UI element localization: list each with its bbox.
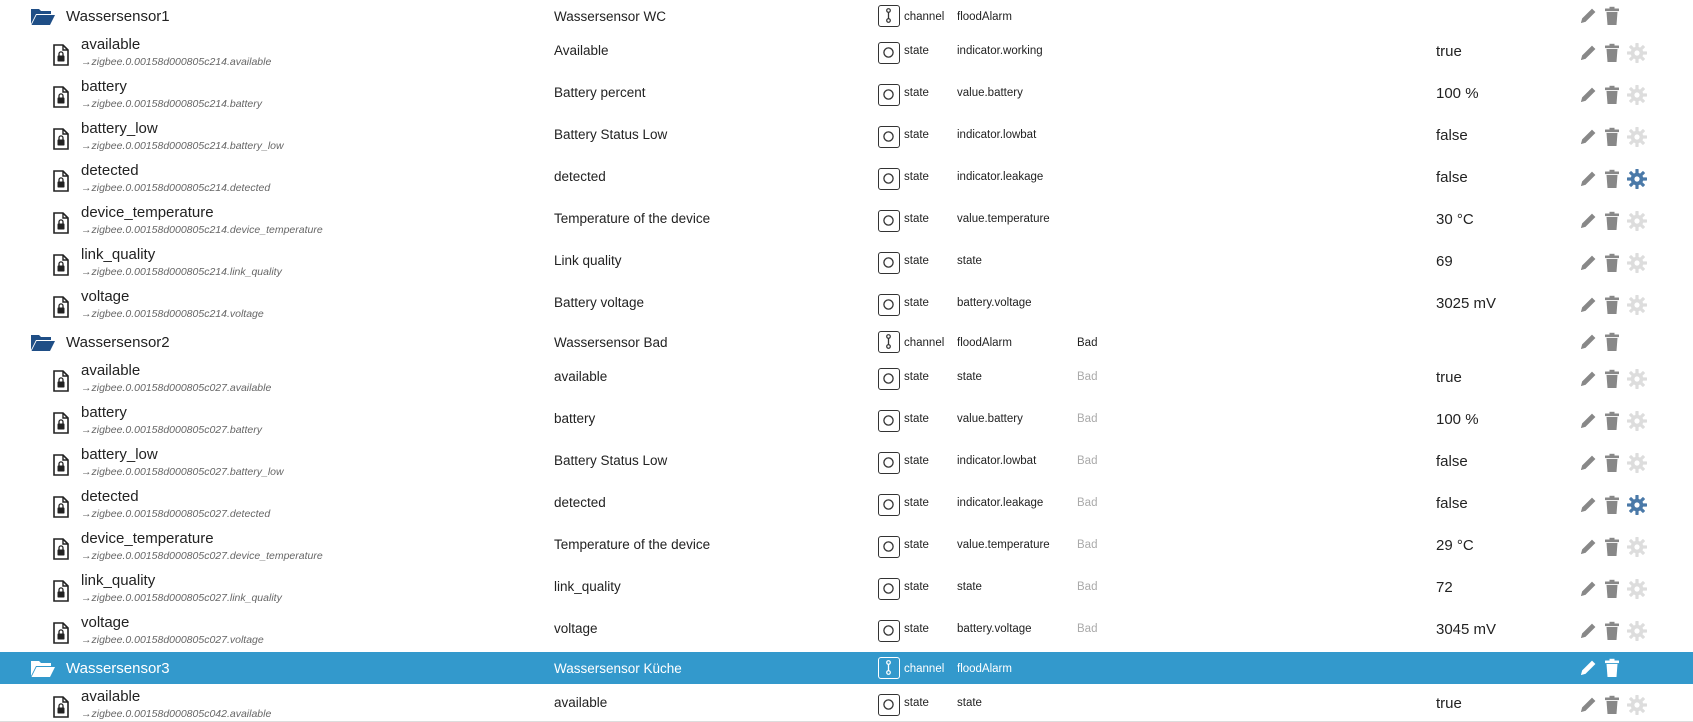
tree-row-state[interactable]	[0, 568, 1693, 610]
state-icon	[878, 578, 900, 600]
trash-icon[interactable]	[1601, 84, 1623, 106]
object-role: indicator.working	[957, 45, 1043, 57]
object-room: Bad	[1077, 539, 1098, 551]
object-name: voltage	[81, 614, 130, 631]
channel-icon	[878, 331, 900, 353]
trash-icon[interactable]	[1601, 331, 1623, 353]
file-lock-icon	[52, 580, 70, 602]
object-type: state	[904, 87, 929, 99]
folder-open-icon[interactable]	[30, 6, 56, 26]
tree-row-channel[interactable]	[0, 652, 1693, 684]
object-role: floodAlarm	[957, 337, 1012, 349]
object-type: state	[904, 297, 929, 309]
gear-icon[interactable]	[1626, 410, 1648, 432]
gear-icon[interactable]	[1626, 536, 1648, 558]
object-type: state	[904, 623, 929, 635]
pencil-icon[interactable]	[1577, 578, 1599, 600]
tree-row-channel[interactable]	[0, 0, 1693, 32]
object-type: state	[904, 255, 929, 267]
object-room: Bad	[1077, 623, 1098, 635]
trash-icon[interactable]	[1601, 452, 1623, 474]
state-icon	[878, 410, 900, 432]
state-icon	[878, 126, 900, 148]
tree-row-state[interactable]	[0, 484, 1693, 526]
object-description: Battery percent	[554, 85, 646, 100]
gear-icon[interactable]	[1626, 168, 1648, 190]
object-type: state	[904, 129, 929, 141]
pencil-icon[interactable]	[1577, 252, 1599, 274]
object-value[interactable]: 3045 mV	[1436, 621, 1497, 638]
object-role: state	[957, 371, 982, 383]
object-alias-path: →zigbee.0.00158d000805c214.available	[81, 56, 272, 68]
object-type: state	[904, 213, 929, 225]
pencil-icon[interactable]	[1577, 84, 1599, 106]
pencil-icon[interactable]	[1577, 42, 1599, 64]
object-type: state	[904, 45, 929, 57]
object-role: indicator.leakage	[957, 171, 1044, 183]
gear-icon[interactable]	[1626, 126, 1648, 148]
file-lock-icon	[52, 454, 70, 476]
object-type: state	[904, 371, 929, 383]
tree-row-state[interactable]	[0, 242, 1693, 284]
trash-icon[interactable]	[1601, 536, 1623, 558]
object-description: available	[554, 695, 608, 710]
object-name: available	[81, 362, 141, 379]
pencil-icon[interactable]	[1577, 5, 1599, 27]
pencil-icon[interactable]	[1577, 126, 1599, 148]
object-room: Bad	[1077, 455, 1098, 467]
object-value[interactable]: true	[1436, 43, 1462, 60]
file-lock-icon	[52, 538, 70, 560]
object-alias-path: →zigbee.0.00158d000805c214.battery	[81, 98, 262, 110]
tree-row-state[interactable]	[0, 400, 1693, 442]
object-name: device_temperature	[81, 204, 214, 221]
object-name: available	[81, 36, 141, 53]
trash-icon[interactable]	[1601, 657, 1623, 679]
file-lock-icon	[52, 170, 70, 192]
object-role: indicator.lowbat	[957, 455, 1037, 467]
object-description: voltage	[554, 621, 598, 636]
object-description: Battery Status Low	[554, 127, 668, 142]
object-type: state	[904, 539, 929, 551]
object-value[interactable]: true	[1436, 369, 1462, 386]
object-description: Wassersensor Küche	[554, 661, 682, 676]
gear-icon[interactable]	[1626, 578, 1648, 600]
object-description: Wassersensor Bad	[554, 335, 668, 350]
file-lock-icon	[52, 622, 70, 644]
object-alias-path: →zigbee.0.00158d000805c027.battery	[81, 424, 262, 436]
object-type: state	[904, 697, 929, 709]
pencil-icon[interactable]	[1577, 657, 1599, 679]
state-icon	[878, 368, 900, 390]
tree-row-state[interactable]	[0, 74, 1693, 116]
object-name: link_quality	[81, 572, 156, 589]
tree-row-state[interactable]	[0, 442, 1693, 484]
object-alias-path: →zigbee.0.00158d000805c214.battery_low	[81, 140, 284, 152]
tree-row-state[interactable]	[0, 116, 1693, 158]
pencil-icon[interactable]	[1577, 168, 1599, 190]
object-name: link_quality	[81, 246, 156, 263]
object-value[interactable]: false	[1436, 127, 1468, 144]
state-icon	[878, 452, 900, 474]
state-icon	[878, 210, 900, 232]
object-description: Wassersensor WC	[554, 9, 667, 24]
gear-icon[interactable]	[1626, 210, 1648, 232]
trash-icon[interactable]	[1601, 168, 1623, 190]
file-lock-icon	[52, 496, 70, 518]
object-role: indicator.leakage	[957, 497, 1044, 509]
object-name: detected	[81, 488, 139, 505]
object-alias-path: →zigbee.0.00158d000805c027.battery_low	[81, 466, 284, 478]
object-type: channel	[904, 663, 945, 675]
object-alias-path: →zigbee.0.00158d000805c214.voltage	[81, 308, 264, 320]
object-value[interactable]: false	[1436, 453, 1468, 470]
object-name: battery	[81, 78, 127, 95]
object-value[interactable]: 30 °C	[1436, 211, 1474, 228]
state-icon	[878, 84, 900, 106]
file-lock-icon	[52, 86, 70, 108]
object-role: value.battery	[957, 87, 1023, 99]
object-description: Link quality	[554, 253, 622, 268]
trash-icon[interactable]	[1601, 126, 1623, 148]
object-value[interactable]: 29 °C	[1436, 537, 1474, 554]
tree-row-state[interactable]	[0, 358, 1693, 400]
object-description: detected	[554, 169, 606, 184]
trash-icon[interactable]	[1601, 578, 1623, 600]
pencil-icon[interactable]	[1577, 410, 1599, 432]
state-icon	[878, 294, 900, 316]
object-alias-path: →zigbee.0.00158d000805c027.voltage	[81, 634, 264, 646]
object-alias-path: →zigbee.0.00158d000805c214.device_temperature	[81, 224, 323, 236]
trash-icon[interactable]	[1601, 694, 1623, 716]
object-type: state	[904, 455, 929, 467]
object-name: Wassersensor3	[66, 660, 170, 677]
pencil-icon[interactable]	[1577, 331, 1599, 353]
state-icon	[878, 494, 900, 516]
object-value[interactable]: 3025 mV	[1436, 295, 1497, 312]
object-name: Wassersensor2	[66, 334, 170, 351]
trash-icon[interactable]	[1601, 5, 1623, 27]
object-name: device_temperature	[81, 530, 214, 547]
pencil-icon[interactable]	[1577, 620, 1599, 642]
trash-icon[interactable]	[1601, 42, 1623, 64]
gear-icon[interactable]	[1626, 620, 1648, 642]
state-icon	[878, 168, 900, 190]
gear-icon[interactable]	[1626, 494, 1648, 516]
object-name: Wassersensor1	[66, 8, 170, 25]
object-role: indicator.lowbat	[957, 129, 1037, 141]
channel-icon	[878, 657, 900, 679]
pencil-icon[interactable]	[1577, 694, 1599, 716]
tree-row-state[interactable]	[0, 32, 1693, 74]
object-name: voltage	[81, 288, 130, 305]
tree-row-state[interactable]	[0, 526, 1693, 568]
trash-icon[interactable]	[1601, 252, 1623, 274]
object-value[interactable]: 100 %	[1436, 411, 1479, 428]
object-role: value.temperature	[957, 539, 1050, 551]
object-description: Temperature of the device	[554, 211, 711, 226]
channel-icon	[878, 5, 900, 27]
state-icon	[878, 620, 900, 642]
object-value[interactable]: false	[1436, 169, 1468, 186]
object-type: channel	[904, 337, 945, 349]
object-alias-path: →zigbee.0.00158d000805c042.available	[81, 708, 272, 720]
file-lock-icon	[52, 44, 70, 66]
gear-icon[interactable]	[1626, 294, 1648, 316]
object-role: battery.voltage	[957, 297, 1032, 309]
pencil-icon[interactable]	[1577, 494, 1599, 516]
pencil-icon[interactable]	[1577, 536, 1599, 558]
folder-open-icon[interactable]	[30, 332, 56, 352]
object-description: Battery voltage	[554, 295, 645, 310]
file-lock-icon	[52, 254, 70, 276]
file-lock-icon	[52, 696, 70, 718]
state-icon	[878, 252, 900, 274]
tree-row-state[interactable]	[0, 158, 1693, 200]
object-type: state	[904, 581, 929, 593]
object-room: Bad	[1077, 337, 1098, 349]
object-value[interactable]: 69	[1436, 253, 1453, 270]
trash-icon[interactable]	[1601, 210, 1623, 232]
gear-icon[interactable]	[1626, 84, 1648, 106]
object-type: state	[904, 413, 929, 425]
gear-icon[interactable]	[1626, 368, 1648, 390]
tree-row-state[interactable]	[0, 200, 1693, 242]
gear-icon[interactable]	[1626, 42, 1648, 64]
tree-row-state[interactable]	[0, 284, 1693, 326]
object-type: channel	[904, 11, 945, 23]
object-description: Available	[554, 43, 609, 58]
file-lock-icon	[52, 370, 70, 392]
gear-icon[interactable]	[1626, 252, 1648, 274]
object-room: Bad	[1077, 413, 1098, 425]
object-type: state	[904, 497, 929, 509]
trash-icon[interactable]	[1601, 494, 1623, 516]
state-icon	[878, 42, 900, 64]
object-role: value.battery	[957, 413, 1023, 425]
object-value[interactable]: false	[1436, 495, 1468, 512]
object-description: available	[554, 369, 608, 384]
trash-icon[interactable]	[1601, 294, 1623, 316]
object-description: Temperature of the device	[554, 537, 711, 552]
object-name: battery_low	[81, 120, 158, 137]
file-lock-icon	[52, 412, 70, 434]
object-role: state	[957, 581, 982, 593]
state-icon	[878, 536, 900, 558]
tree-row-state[interactable]	[0, 610, 1693, 652]
object-room: Bad	[1077, 581, 1098, 593]
object-value[interactable]: true	[1436, 695, 1462, 712]
object-alias-path: →zigbee.0.00158d000805c027.available	[81, 382, 272, 394]
object-alias-path: →zigbee.0.00158d000805c027.device_temperature	[81, 550, 323, 562]
object-role: state	[957, 255, 982, 267]
object-alias-path: →zigbee.0.00158d000805c027.link_quality	[81, 592, 282, 604]
object-name: battery_low	[81, 446, 158, 463]
file-lock-icon	[52, 128, 70, 150]
object-room: Bad	[1077, 371, 1098, 383]
object-name: detected	[81, 162, 139, 179]
object-description: Battery Status Low	[554, 453, 668, 468]
tree-row-state[interactable]	[0, 684, 1693, 722]
trash-icon[interactable]	[1601, 620, 1623, 642]
gear-icon[interactable]	[1626, 694, 1648, 716]
file-lock-icon	[52, 212, 70, 234]
object-description: detected	[554, 495, 606, 510]
object-alias-path: →zigbee.0.00158d000805c027.detected	[81, 508, 271, 520]
trash-icon[interactable]	[1601, 410, 1623, 432]
folder-open-icon[interactable]	[30, 658, 56, 678]
pencil-icon[interactable]	[1577, 452, 1599, 474]
trash-icon[interactable]	[1601, 368, 1623, 390]
object-role: battery.voltage	[957, 623, 1032, 635]
object-type: state	[904, 171, 929, 183]
object-value[interactable]: 100 %	[1436, 85, 1479, 102]
object-value[interactable]: 72	[1436, 579, 1453, 596]
object-name: available	[81, 688, 141, 705]
object-alias-path: →zigbee.0.00158d000805c214.detected	[81, 182, 271, 194]
pencil-icon[interactable]	[1577, 368, 1599, 390]
pencil-icon[interactable]	[1577, 294, 1599, 316]
object-description: battery	[554, 411, 596, 426]
object-alias-path: →zigbee.0.00158d000805c214.link_quality	[81, 266, 282, 278]
gear-icon[interactable]	[1626, 452, 1648, 474]
object-description: link_quality	[554, 579, 621, 594]
object-role: state	[957, 697, 982, 709]
object-role: floodAlarm	[957, 11, 1012, 23]
object-room: Bad	[1077, 497, 1098, 509]
object-role: floodAlarm	[957, 663, 1012, 675]
state-icon	[878, 694, 900, 716]
tree-row-channel[interactable]	[0, 326, 1693, 358]
object-role: value.temperature	[957, 213, 1050, 225]
pencil-icon[interactable]	[1577, 210, 1599, 232]
file-lock-icon	[52, 296, 70, 318]
object-name: battery	[81, 404, 127, 421]
